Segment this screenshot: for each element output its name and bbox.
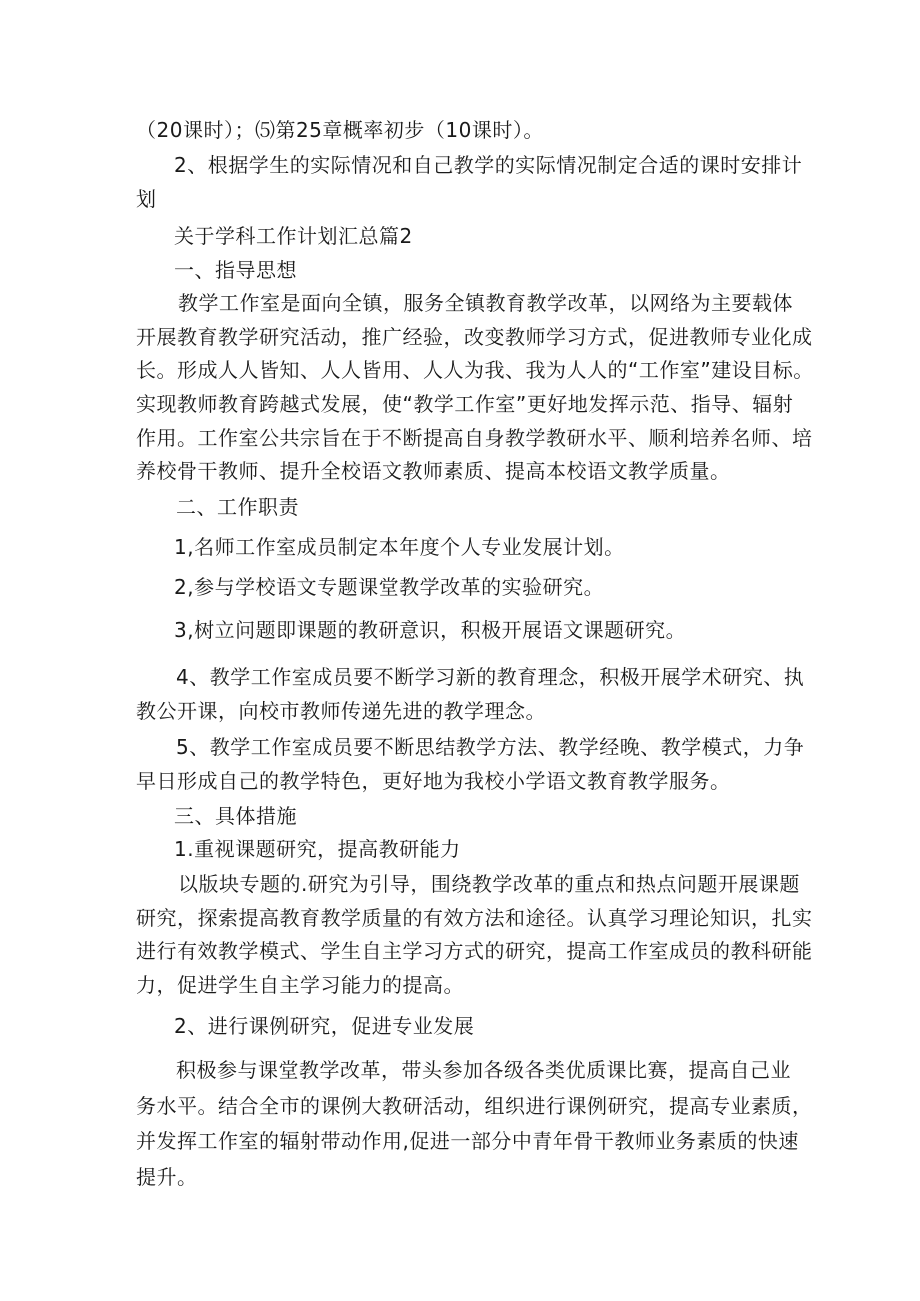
text-line: 以版块专题的.研究为引导，围绕教学改革的重点和热点问题开展课题 (178, 872, 800, 896)
text-line: 教学工作室是面向全镇，服务全镇教育教学改革，以网络为主要载体 (178, 291, 793, 315)
text-line: 务水平。结合全市的课例大教研活动，组织进行课例研究，提高专业素质， (136, 1094, 813, 1118)
text-line: 作用。工作室公共宗旨在于不断提高自身教学教研水平、顺利培养名师、培 (136, 426, 813, 450)
text-line: 进行有效教学模式、学生自主学习方式的研究，提高工作室成员的教科研能 (136, 939, 813, 963)
list-item: 2,参与学校语文专题课堂教学改革的实验研究。 (174, 575, 605, 599)
section-heading: 一、指导思想 (174, 258, 297, 282)
section-heading: 二、工作职责 (176, 495, 299, 519)
text-line: 积极参与课堂教学改革，带头参加各级各类优质课比赛，提高自己业 (176, 1058, 791, 1082)
list-item: 3,树立问题即课题的教研意识，积极开展语文课题研究。 (174, 618, 687, 642)
list-item: 1,名师工作室成员制定本年度个人专业发展计划。 (174, 535, 625, 559)
text-line: 早日形成自己的教学特色，更好地为我校小学语文教育教学服务。 (136, 769, 731, 793)
text-line: 养校骨干教师、提升全校语文教师素质、提高本校语文教学质量。 (136, 459, 731, 483)
text-line: 并发挥工作室的辐射带动作用,促进一部分中青年骨干教师业务素质的快速 (136, 1129, 799, 1153)
text-line: 长。形成人人皆知、人人皆用、人人为我、我为人人的“工作室”建设目标。 (136, 358, 814, 382)
section-heading: 三、具体措施 (174, 804, 297, 828)
subsection-heading: 1.重视课题研究，提高教研能力 (174, 837, 461, 861)
section-title: 关于学科工作计划汇总篇2 (174, 224, 413, 248)
list-item: 5、教学工作室成员要不断思结教学方法、教学经晚、教学模式，力争 (176, 735, 805, 759)
text-line: 研究，探索提高教育教学质量的有效方法和途径。认真学习理论知识，扎实 (136, 906, 813, 930)
text-line: 开展教育教学研究活动，推广经验，改变教师学习方式，促进教师专业化成 (136, 325, 813, 349)
text-line: （20课时）；⑸第25章概率初步（10课时）。 (136, 118, 544, 142)
text-line: 教公开课，向校市教师传递先进的教学理念。 (136, 699, 546, 723)
text-line: 提升。 (136, 1165, 198, 1189)
list-item: 4、教学工作室成员要不断学习新的教育理念，积极开展学术研究、执 (176, 665, 805, 689)
text-line: 力，促进学生自主学习能力的提高。 (136, 973, 464, 997)
text-line: 划 (136, 187, 157, 211)
text-line: 2、根据学生的实际情况和自己教学的实际情况制定合适的课时安排计 (174, 153, 803, 177)
subsection-heading: 2、进行课例研究，促进专业发展 (174, 1014, 475, 1038)
text-line: 实现教师教育跨越式发展，使“教学工作室”更好地发挥示范、指导、辐射 (136, 392, 794, 416)
